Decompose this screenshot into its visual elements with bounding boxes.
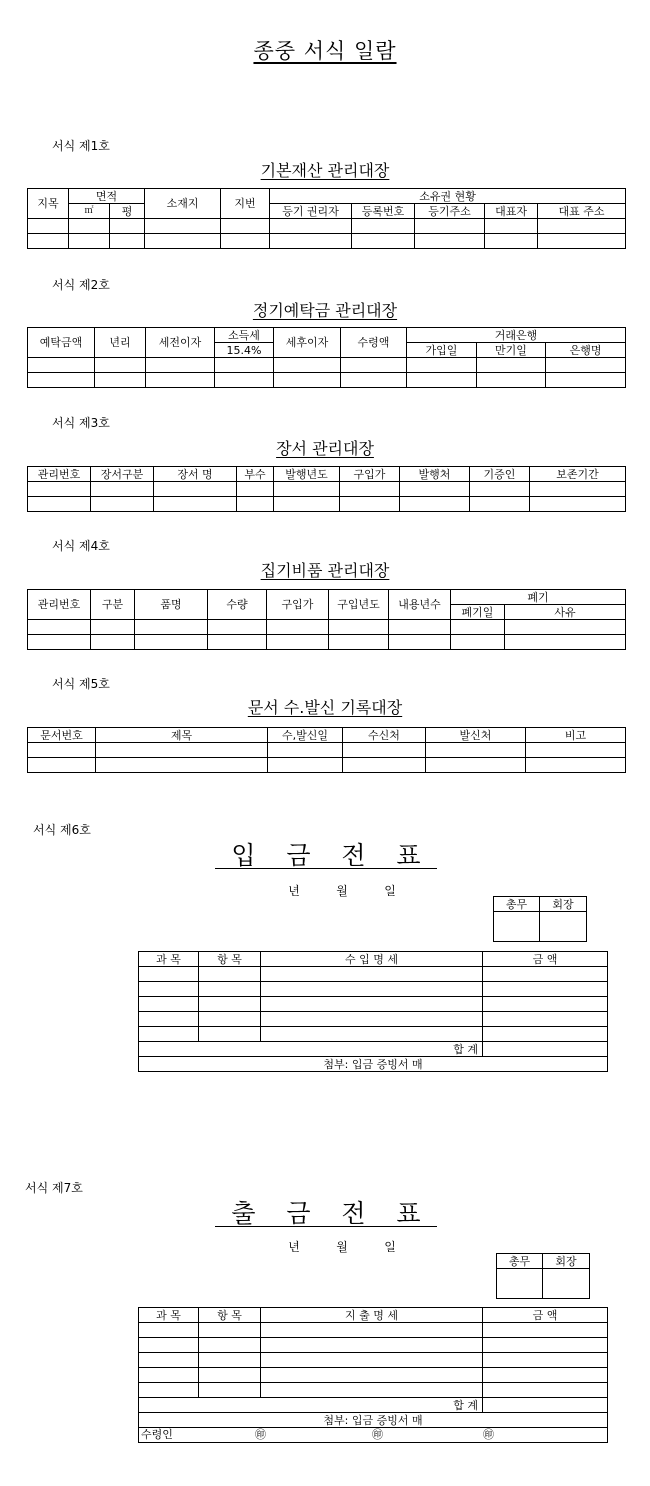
form5-number: 서식 제5호 <box>52 677 110 691</box>
header-book-name: 장서 명 <box>154 467 237 482</box>
form7-number: 서식 제7호 <box>25 1181 83 1195</box>
seal-mark: ㊞ <box>255 1428 266 1441</box>
header-maturity: 만기일 <box>477 343 546 358</box>
table-row <box>28 219 626 234</box>
header-pub-year: 발행년도 <box>274 467 340 482</box>
table-row <box>28 497 626 512</box>
page-title: 종중 서식 일람 <box>253 39 397 63</box>
header-item: 항 목 <box>199 1308 261 1323</box>
header-ownership: 소유권 현황 <box>270 189 626 204</box>
header-repaddr: 대표 주소 <box>538 204 626 219</box>
form5-title: 문서 수.발신 기록대장 <box>247 698 403 717</box>
header-sender: 발신처 <box>426 728 526 743</box>
header-amount: 금 액 <box>483 1308 608 1323</box>
table-row <box>139 1323 608 1338</box>
header-aftertax: 세후이자 <box>274 328 341 358</box>
approval-president-box[interactable] <box>543 1269 590 1299</box>
header-subject: 제목 <box>96 728 268 743</box>
form7-table <box>138 1307 608 1443</box>
seal-mark: ㊞ <box>372 1428 383 1441</box>
header-mgmt-no: 관리번호 <box>28 467 91 482</box>
approval-treasurer-label: 총무 <box>497 1254 543 1269</box>
header-area-pyeong: 평 <box>110 204 145 219</box>
header-rate: 년리 <box>95 328 146 358</box>
header-area: 면적 <box>69 189 145 204</box>
header-registrant: 등기 권리자 <box>270 204 352 219</box>
table-row <box>28 635 626 650</box>
form6-number: 서식 제6호 <box>33 823 91 837</box>
header-bank: 거래은행 <box>407 328 626 343</box>
form4-number: 서식 제4호 <box>52 539 110 553</box>
header-mgmt-no: 관리번호 <box>28 590 91 620</box>
form1-table <box>27 188 626 249</box>
table-row <box>28 743 626 758</box>
table-row <box>28 234 626 249</box>
header-amount: 금 액 <box>483 952 608 967</box>
form1-number: 서식 제1호 <box>52 139 110 153</box>
form7-title: 출 금 전 표 <box>215 1194 437 1227</box>
header-doc-no: 문서번호 <box>28 728 96 743</box>
header-lot: 지번 <box>221 189 270 219</box>
table-row <box>139 1383 608 1398</box>
table-row <box>139 967 608 982</box>
table-row <box>28 373 626 388</box>
approval-treasurer-box[interactable] <box>497 1269 543 1299</box>
attachment-line: 첨부: 입금 증빙서 매 <box>139 1413 608 1428</box>
recipient-label: 수령인 <box>141 1428 173 1441</box>
total-label: 합 계 <box>139 1042 483 1057</box>
header-detail: 수 입 명 세 <box>261 952 483 967</box>
header-retention: 보존기간 <box>530 467 626 482</box>
header-tax-rate: 15.4% <box>215 343 274 358</box>
header-item: 품명 <box>135 590 208 620</box>
table-row <box>139 1368 608 1383</box>
form6-date: 년 월 일 <box>288 884 396 898</box>
form3-title: 장서 관리대장 <box>276 439 374 458</box>
table-row <box>139 1012 608 1027</box>
header-type: 구분 <box>91 590 135 620</box>
total-amount <box>483 1398 608 1413</box>
form3-table <box>27 466 626 512</box>
approval-president-label: 회장 <box>543 1254 590 1269</box>
header-donor: 기증인 <box>470 467 530 482</box>
table-row <box>139 1353 608 1368</box>
approval-president-box[interactable] <box>540 912 587 942</box>
seal-mark: ㊞ <box>483 1428 494 1441</box>
header-jimok: 지목 <box>28 189 69 219</box>
header-qty: 수량 <box>208 590 267 620</box>
approval-treasurer-label: 총무 <box>494 897 540 912</box>
header-publisher: 발행처 <box>400 467 470 482</box>
table-row <box>28 482 626 497</box>
attachment-line: 첨부: 입금 증빙서 매 <box>139 1057 608 1072</box>
header-join: 가입일 <box>407 343 477 358</box>
form6-approval-box <box>493 896 587 942</box>
header-subject: 과 목 <box>139 952 199 967</box>
header-area-m2: ㎡ <box>69 204 110 219</box>
table-row <box>139 1027 608 1042</box>
header-disposal: 폐기 <box>451 590 626 605</box>
approval-treasurer-box[interactable] <box>494 912 540 942</box>
approval-president-label: 회장 <box>540 897 587 912</box>
header-price: 구입가 <box>267 590 329 620</box>
form2-table <box>27 327 626 388</box>
header-subject: 과 목 <box>139 1308 199 1323</box>
header-location: 소재지 <box>145 189 221 219</box>
header-pretax: 세전이자 <box>146 328 215 358</box>
form3-number: 서식 제3호 <box>52 416 110 430</box>
header-bankname: 은행명 <box>546 343 626 358</box>
header-tax: 소득세 <box>215 328 274 343</box>
header-price: 구입가 <box>340 467 400 482</box>
recipient-row <box>139 1428 608 1443</box>
header-reason: 사유 <box>505 605 626 620</box>
form2-title: 정기예탁금 관리대장 <box>252 301 398 320</box>
header-copies: 부수 <box>237 467 274 482</box>
header-date: 수,발신일 <box>268 728 343 743</box>
form6-title: 입 금 전 표 <box>215 836 437 869</box>
table-row <box>139 1338 608 1353</box>
table-row <box>139 982 608 997</box>
header-remarks: 비고 <box>526 728 626 743</box>
form4-table <box>27 589 626 650</box>
form7-date: 년 월 일 <box>288 1240 396 1254</box>
total-amount <box>483 1042 608 1057</box>
header-life: 내용년수 <box>389 590 451 620</box>
header-rep: 대표자 <box>485 204 538 219</box>
header-disposal-date: 폐기일 <box>451 605 505 620</box>
header-regno: 등록번호 <box>352 204 415 219</box>
table-row <box>28 358 626 373</box>
header-received: 수령액 <box>341 328 407 358</box>
table-row <box>139 997 608 1012</box>
form6-table <box>138 951 608 1072</box>
total-label: 합 계 <box>139 1398 483 1413</box>
form5-table <box>27 727 626 773</box>
header-book-type: 장서구분 <box>91 467 154 482</box>
header-recipient: 수신처 <box>343 728 426 743</box>
header-regaddr: 등기주소 <box>415 204 485 219</box>
header-year: 구입년도 <box>329 590 389 620</box>
form2-number: 서식 제2호 <box>52 278 110 292</box>
header-item: 항 목 <box>199 952 261 967</box>
form1-title: 기본재산 관리대장 <box>260 161 390 180</box>
form7-approval-box <box>496 1253 590 1299</box>
table-row <box>28 758 626 773</box>
header-amount: 예탁금액 <box>28 328 95 358</box>
form4-title: 집기비품 관리대장 <box>260 561 390 580</box>
header-detail: 지 출 명 세 <box>261 1308 483 1323</box>
table-row <box>28 620 626 635</box>
